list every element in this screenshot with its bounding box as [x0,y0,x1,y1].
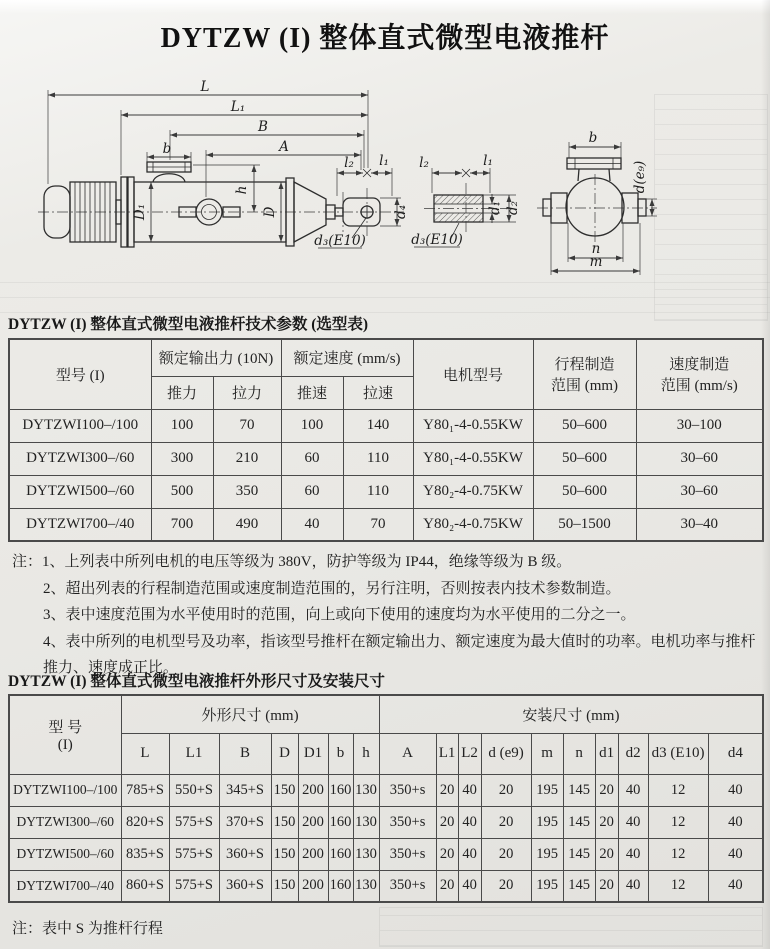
dim-label-L: L [200,79,210,95]
bleedthrough-ghost [0,281,770,313]
value-cell: 145 [563,838,595,870]
column-header: b [328,733,353,774]
value-cell: 195 [531,838,563,870]
column-header: L1 [436,733,458,774]
model-cell: DYTZWI500–/60 [9,838,121,870]
dim-label-l2: l₂ [344,155,354,171]
model-cell: DYTZWI700–/40 [9,508,151,541]
value-cell: 40 [708,838,763,870]
value-cell: 820+S [121,806,169,838]
column-header: L1 [169,733,219,774]
dim-label-B: B [258,119,268,135]
value-cell: 370+S [219,806,271,838]
value-cell: 160 [328,774,353,806]
value-cell: 575+S [169,806,219,838]
dim-label-l2: l₂ [419,155,429,171]
value-cell: 50–600 [533,475,636,508]
value-cell: 145 [563,774,595,806]
value-cell: 110 [343,442,413,475]
model-cell: DYTZWI300–/60 [9,806,121,838]
value-cell: 20 [436,838,458,870]
table-row [9,409,763,442]
value-cell: 490 [213,508,281,541]
value-cell: 575+S [169,870,219,902]
column-header: L [121,733,169,774]
value-cell: 550+S [169,774,219,806]
col-group-outline-dims: 外形尺寸 (mm) [121,695,379,733]
speed-range-line1: 速度制造 [669,357,730,374]
table-row [9,508,763,541]
value-cell: 12 [648,806,708,838]
value-cell: 50–1500 [533,508,636,541]
value-cell: 145 [563,870,595,902]
col-header-push-speed: 推速 [281,376,343,409]
value-cell: 150 [271,838,298,870]
note-item: 4、表中所列的电机型号及功率，指该型号推杆在额定输出力、额定速度为最大值时的功率。电机功率与推杆推力、速度成正比。 [43,633,756,676]
value-cell: 30–60 [636,442,763,475]
column-header: d1 [595,733,618,774]
note-item [12,549,756,576]
col-header-pull-force: 拉力 [213,376,281,409]
model-cell: DYTZWI500–/60 [9,475,151,508]
value-cell: 20 [595,870,618,902]
stroke-range-line1: 行程制造 [554,357,615,374]
dim-label-h: h [234,185,250,195]
table-row [9,806,763,838]
column-header: n [563,733,595,774]
value-cell: 50–600 [533,442,636,475]
value-cell: 195 [531,870,563,902]
value-cell: 195 [531,806,563,838]
stroke-range-line2: 范围 (mm) [550,378,619,395]
value-cell: 300 [151,442,213,475]
value-cell: 150 [271,774,298,806]
table-row [9,870,763,902]
value-cell: 60 [281,475,343,508]
dim-label-D1: D₁ [132,203,148,221]
value-cell: 12 [648,774,708,806]
value-cell: 200 [298,806,328,838]
value-cell: 350+s [379,774,436,806]
footnote: 注：表中 S 为推杆行程 [12,921,163,937]
page-title: DYTZW (I) 整体直式微型电液推杆 [160,23,610,54]
dim-label-A: A [279,139,289,155]
value-cell: 20 [595,774,618,806]
value-cell: 130 [353,806,379,838]
dimension-table [8,694,764,903]
value-cell: 20 [595,838,618,870]
value-cell: 30–100 [636,409,763,442]
table-header-row [9,339,763,376]
value-cell: 70 [213,409,281,442]
value-cell: 785+S [121,774,169,806]
value-cell: 500 [151,475,213,508]
column-header: h [353,733,379,774]
value-cell: 12 [648,838,708,870]
value-cell: Y80₂-4-0.75KW [413,475,533,508]
model-header-line1: 型 号 [48,719,83,736]
dim-label-m: m [589,254,603,270]
dim-label-de9: d(e₉) [632,160,648,194]
dim-label-l1: l₁ [483,153,493,169]
value-cell: 350+s [379,806,436,838]
dim-label-L1: L₁ [230,99,246,115]
dim-label-d1: d₁ [487,200,503,216]
note-item: 2、超出列表的行程制造范围或速度制造范围的，另行注明，否则按表内技术参数制造。 [43,580,621,597]
value-cell: 345+S [219,774,271,806]
value-cell: 12 [648,870,708,902]
value-cell: 20 [481,870,531,902]
rod-end-section-drawing [411,153,521,248]
spec-table-caption: DYTZW (I) 整体直式微型电液推杆技术参数 (选型表) [8,316,369,333]
col-header-motor-model: 电机型号 [413,339,533,409]
value-cell: 860+S [121,870,169,902]
table-row [9,442,763,475]
side-view-drawing [38,79,409,249]
value-cell: 835+S [121,838,169,870]
model-cell: DYTZWI100–/100 [9,409,151,442]
model-cell: DYTZWI300–/60 [9,442,151,475]
value-cell: 700 [151,508,213,541]
value-cell: 20 [595,806,618,838]
value-cell: Y80₁-4-0.55KW [413,409,533,442]
value-cell: 150 [271,870,298,902]
value-cell: 50–600 [533,409,636,442]
notes-label: 注： [12,554,43,570]
model-cell: DYTZWI700–/40 [9,870,121,902]
value-cell: 350 [213,475,281,508]
value-cell: 150 [271,806,298,838]
value-cell: 200 [298,774,328,806]
col-header-stroke-range [533,339,636,409]
value-cell: 40 [458,870,481,902]
value-cell: 40 [618,870,648,902]
value-cell: 210 [213,442,281,475]
col-header-model [9,695,121,774]
column-header: A [379,733,436,774]
value-cell: 100 [281,409,343,442]
value-cell: 60 [281,442,343,475]
column-header: d (e9) [481,733,531,774]
table-header-row [9,695,763,733]
value-cell: 200 [298,870,328,902]
column-header: d3 (E10) [648,733,708,774]
value-cell: 140 [343,409,413,442]
value-cell: Y80₁-4-0.55KW [413,442,533,475]
dim-label-d2: d₂ [505,200,521,216]
value-cell: 40 [458,806,481,838]
dim-label-d4: d₄ [393,204,409,220]
value-cell: 130 [353,870,379,902]
value-cell: 160 [328,806,353,838]
dim-label-n: n [591,241,601,257]
column-header: D [271,733,298,774]
value-cell: 110 [343,475,413,508]
column-header: L2 [458,733,481,774]
value-cell: 575+S [169,838,219,870]
dim-label-d3: d₃(E10) [411,232,463,248]
value-cell: 350+s [379,870,436,902]
value-cell: 40 [618,774,648,806]
value-cell: 40 [458,838,481,870]
col-header-model: 型号 (I) [9,339,151,409]
value-cell: 70 [343,508,413,541]
value-cell: 160 [328,838,353,870]
value-cell: 130 [353,774,379,806]
value-cell: 40 [708,806,763,838]
bleedthrough-ghost [380,908,762,946]
column-header: m [531,733,563,774]
model-cell: DYTZWI100–/100 [9,774,121,806]
value-cell: 350+s [379,838,436,870]
dimension-drawings [0,78,770,283]
value-cell: 40 [281,508,343,541]
value-cell: 145 [563,806,595,838]
value-cell: 20 [481,806,531,838]
notes-section [12,549,756,682]
value-cell: 360+S [219,838,271,870]
dim-label-d3: d₃(E10) [314,233,366,249]
value-cell: 130 [353,838,379,870]
table-subheader-row [9,733,763,774]
dimension-table-caption: DYTZW (I) 整体直式微型电液推杆外形尺寸及安装尺寸 [8,673,385,690]
scan-light-strip [0,0,770,14]
col-header-speed-range [636,339,763,409]
value-cell: 20 [481,774,531,806]
value-cell: 40 [618,838,648,870]
value-cell: 360+S [219,870,271,902]
value-cell: 40 [458,774,481,806]
dim-label-b: b [162,141,172,157]
speed-range-line2: 范围 (mm/s) [660,378,738,395]
table-row [9,774,763,806]
column-header: B [219,733,271,774]
value-cell: 40 [618,806,648,838]
note-text: 1、上列表中所列电机的电压等级为 380V，防护等级为 IP44，绝缘等级为 B 级。 [42,554,572,570]
column-header: d4 [708,733,763,774]
value-cell: Y80₂-4-0.75KW [413,508,533,541]
model-header-line2: (I) [57,736,73,753]
value-cell: 20 [436,806,458,838]
value-cell: 40 [708,774,763,806]
column-header: d2 [618,733,648,774]
value-cell: 195 [531,774,563,806]
motor-fins [75,182,110,242]
value-cell: 20 [436,774,458,806]
col-group-rated-speed: 额定速度 (mm/s) [281,339,413,376]
col-header-push-force: 推力 [151,376,213,409]
value-cell: 20 [436,870,458,902]
column-header: D1 [298,733,328,774]
col-header-pull-speed: 拉速 [343,376,413,409]
value-cell: 30–60 [636,475,763,508]
col-group-install-dims: 安装尺寸 (mm) [379,695,763,733]
note-item: 3、表中速度范围为水平使用时的范围，向上或向下使用的速度均为水平使用的二分之一。 [43,607,636,623]
value-cell: 160 [328,870,353,902]
value-cell: 20 [481,838,531,870]
value-cell: 200 [298,838,328,870]
dim-label-b: b [588,130,598,146]
value-cell: 100 [151,409,213,442]
col-group-rated-output: 额定输出力 (10N) [151,339,281,376]
value-cell: 40 [708,870,763,902]
spec-table [8,338,764,542]
end-view-drawing [537,130,657,275]
dim-label-l1: l₁ [379,153,389,169]
table-row [9,475,763,508]
table-row [9,838,763,870]
dim-label-D: D [262,206,278,218]
value-cell: 30–40 [636,508,763,541]
